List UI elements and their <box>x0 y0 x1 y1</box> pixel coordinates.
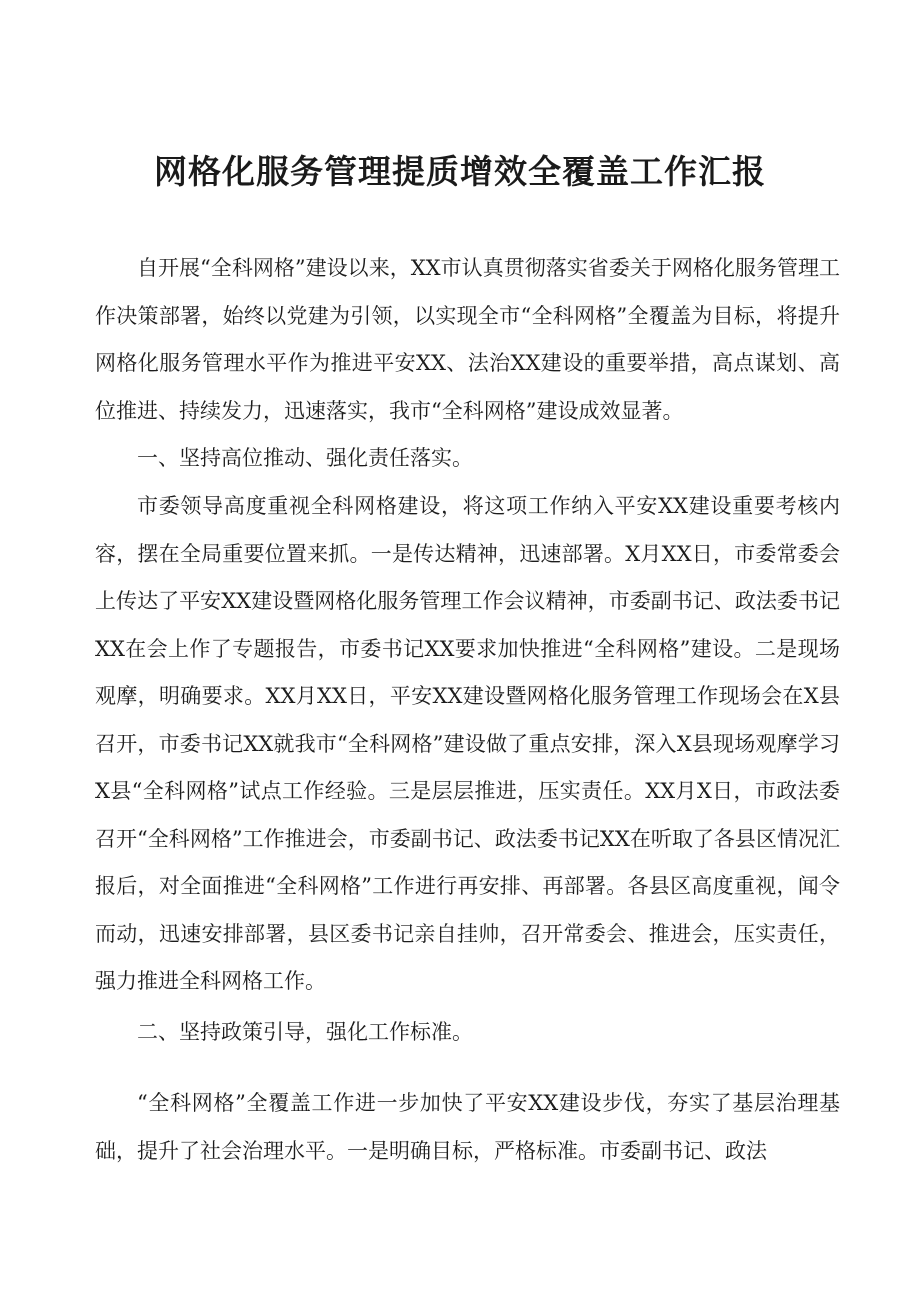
paragraph-intro: 自开展“全科网格”建设以来，XX市认真贯彻落实省委关于网格化服务管理工作决策部署，始终以党建为引领，以实现全市“全科网格”全覆盖为目标，将提升网格化服务管理水平作为推进平安XX、法治XX建设的重要举措，高点谋划、高位推进、持续发力，迅速落实，我市“全科网格”建设成效显著。 <box>95 256 840 423</box>
paragraph-section-2: “全科网格”全覆盖工作进一步加快了平安XX建设步伐，夯实了基层治理基础，提升了社会治理水平。一是明确目标，严格标准。市委副书记、政法 <box>95 1091 840 1163</box>
section-heading-1: 一、坚持高位推动、强化责任落实。 <box>137 446 473 470</box>
paragraph-section-1: 市委领导高度重视全科网格建设，将这项工作纳入平安XX建设重要考核内容，摆在全局重要位置来抓。一是传达精神，迅速部署。X月XX日，市委常委会上传达了平安XX建设暨网格化服务管理工作会议精神，市委副书记、政法委书记XX在会上作了专题报告，市委书记XX要求加快推进“全科网格”建设。二是现场观摩，明确要求。XX月XX日，平安XX建设暨网格化服务管理工作现场会在X县召开，市委书记XX就我市“全科网格”建设做了重点安排，深入X县现场观摩学习X县“全科网格”试点工作经验。三是层层推进，压实责任。XX月X日，市政法委召开“全科网格”工作推进会，市委副书记、政法委书记XX在听取了各县区情况汇报后，对全面推进“全科网格”工作进行再安排、再部署。各县区高度重视，闻令而动，迅速安排部署，县区委书记亲自挂帅，召开常委会、推进会，压实责任，强力推进全科网格工作。 <box>95 494 840 993</box>
section-heading-2: 二、坚持政策引导，强化工作标准。 <box>137 1020 473 1044</box>
document-title: 网格化服务管理提质增效全覆盖工作汇报 <box>154 152 766 191</box>
